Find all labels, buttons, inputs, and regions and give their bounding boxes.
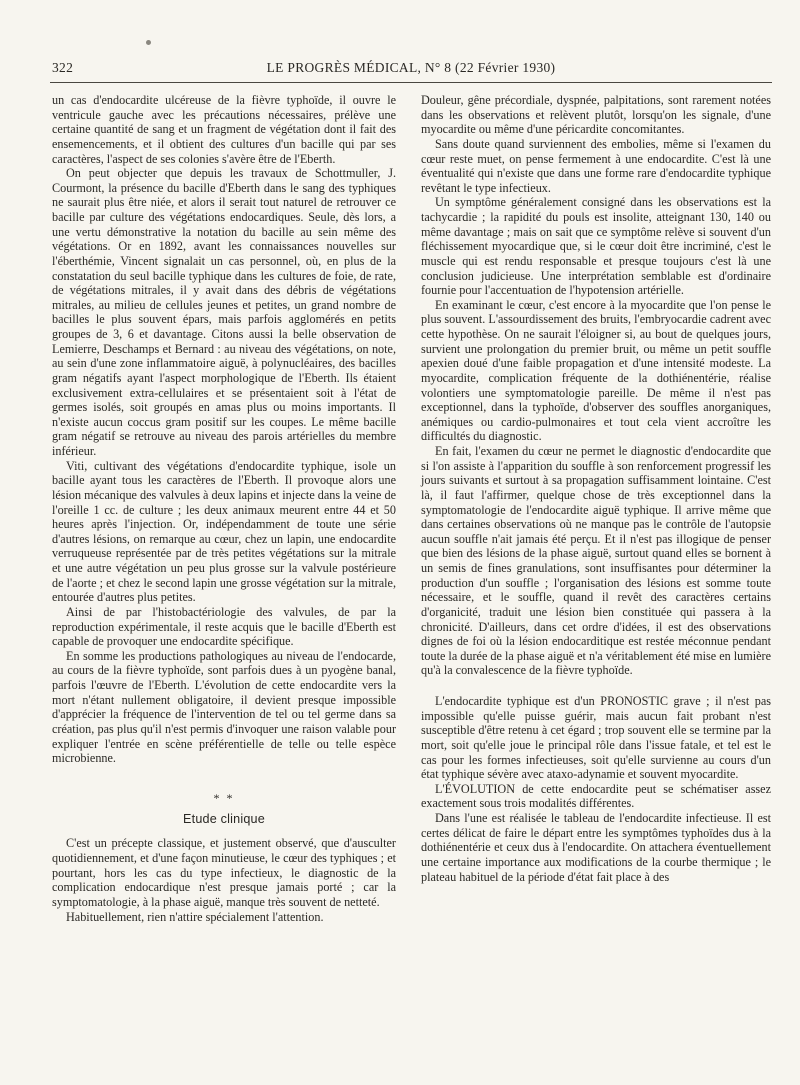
paragraph: Ainsi de par l'histobactériologie des valvules, de par la reproduction expérimentale, il reste acquis que le bacille d'Eberth est capable de provoquer une endocardite spécifique. (52, 604, 396, 649)
paragraph: En examinant le cœur, c'est encore à la myocardite que l'on pense le plus souvent. L'assourdissement des bruits, l'embryocardie cadrent avec cette hypothèse. On ne saurait l'éloigner si, au bout de quelques jours, survient une prolongation du premier bruit, ou même un petit souffle apexien doué d'une faible propagation et d'une intensité modeste. La myocardite, complication fréquente de la dothiénentérie, réalise volontiers une symptomatologie pareille. De même il n'est pas exceptionnel, dans la typhoïde, d'observer des souffles anorganiques, anémiques ou cardio-pulmonaires et tout cela vient accroître les difficultés du diagnostic. (421, 297, 771, 444)
paragraph: Viti, cultivant des végétations d'endocardite typhique, isole un bacille ayant tous les caractères de l'Eberth. Il provoque alors une lésion mécanique des valvules à deux lapins et injecte dans la veine de l'oreille 1 cc. de culture ; les deux animaux meurent entre 44 et 50 heures après l'injection. Or, indépendamment de toute une série d'autres lésions, on remarque au cœur, chez un lapin, une endocardite verruqueuse représentée par de très petites végétations sur la mitrale et une autre végétation un peu plus grosse sur la valvule postérieure de l'aorte ; et chez le second lapin une grosse végétation sur la mitrale, entourée d'autres plus petites. (52, 458, 396, 605)
paragraph: L'endocardite typhique est d'un PRONOSTIC grave ; il n'est pas impossible qu'elle puisse guérir, mais aucun fait probant n'est susceptible d'être retenu à cet égard ; trop souvent elle se termine par la mort, soit qu'elle joue le principal rôle dans l'issue fatale, et tel est le cas pour les formes infectieuses, soit qu'elle survienne au cours d'un état typhique sévère avec ataxo-adynamie et souvent myocardite. (421, 694, 771, 782)
paragraph: Sans doute quand surviennent des embolies, même si l'examen du cœur reste muet, on pense fermement à une endocardite. C'est là une éventualité qui n'existe que dans une forme rare d'endocardite typhique revêtant le type infectieux. (421, 136, 771, 195)
paragraph: En somme les productions pathologiques au niveau de l'endocarde, au cours de la fièvre typhoïde, sont parfois dues à un pyogène banal, parfois l'œuvre de l'Eberth. L'évolution de cette endocardite vers la mort n'étant nullement obligatoire, il devient presque impossible d'apprécier la fréquence de l'intervention de tel ou tel germe dans sa création, pas plus qu'il n'est permis d'invoquer une raison valable pour expliquer l'entrée en scène préférentielle de telle ou telle espèce microbienne. (52, 648, 396, 766)
paragraph: Douleur, gêne précordiale, dyspnée, palpitations, sont rarement notées dans les observations et relèvent plutôt, lorsqu'on les signale, d'une myocardite ou même d'une péricardite concomitantes. (421, 93, 771, 137)
section-separator: * * (213, 790, 235, 805)
paragraph: Dans l'une est réalisée le tableau de l'endocardite infectieuse. Il est certes délicat de faire le départ entre les symptômes typhoïdes dus à la dothiénentérie et ceux dus à l'endocardite. On attachera éventuellement une certaine importance aux modifications de la courbe thermique ; le plateau habituel de la période d'état fait place à des (421, 811, 771, 884)
section-title: Etude clinique (183, 811, 265, 826)
paragraph: un cas d'endocardite ulcéreuse de la fièvre typhoïde, il ouvre le ventricule gauche avec les précautions nécessaires, prélève une certaine quantité de sang et un fragment de végétation dont il fait des ensemencements, et il obtient des cultures d'un bacille qui par ses caractères, l'aspect de ses colonies s'avère être de l'Eberth. (52, 93, 396, 166)
running-header (52, 60, 770, 80)
paragraph: Habituellement, rien n'attire spécialement l'attention. (66, 909, 324, 924)
running-head-title: LE PROGRÈS MÉDICAL, N° 8 (22 Février 1930) (266, 60, 556, 75)
margin-dot (146, 40, 151, 45)
paragraph: Un symptôme généralement consigné dans les observations est la tachycardie ; la rapidité du pouls est insolite, atteignant 130, 140 ou même davantage ; mais on sait que ce symptôme relève si souvent d'un fléchissement myocardique que, si le cœur doit être incriminé, c'est le muscle qui est rendu responsable et presque toujours c'est là une conclusion judicieuse. Une interprétation semblable est d'ordinaire fournie pour l'accentuation de l'hypotension artérielle. (421, 195, 771, 298)
paragraph: L'ÉVOLUTION de cette endocardite peut se schématiser assez exactement sous trois modalités différentes. (421, 781, 771, 811)
left-column (52, 93, 396, 924)
right-column (421, 93, 771, 884)
page-number: 322 (52, 60, 74, 75)
paragraph: En fait, l'examen du cœur ne permet le diagnostic d'endocardite que si l'on assiste à l'apparition du souffle à son renforcement progressif les jours suivants et surtout à sa propagation suffisamment lointaine. C'est là, il faut l'affirmer, quelque chose de très exceptionnel dans la symptomatologie de l'endocardite aiguë typhique. Il arrive même que dans certaines observations où ne manque pas le contrôle de l'autopsie aucun souffle n'ait jamais été perçu. Et il n'est pas illogique de penser que bien des lésions de la phase aiguë, surtout quand elles se bornent à un semis de fines granulations, sont insuffisantes pour déterminer la production d'un souffle ; l'organisation des lésions est somme toute nécessaire, et le souffle, quand il revêt des caractères certains d'organicité, traduit une lésion bien constituée qui passera à la chronicité. D'ailleurs, dans cet ordre d'idées, il est des observations dignes de foi où la lésion endocarditique est restée méconnue pendant toute la durée de la phase aiguë et n'a véritablement été mise en lumière qu'à la convalescence de la fièvre typhoïde. (421, 444, 771, 678)
header-rule (50, 82, 772, 83)
paragraph: C'est un précepte classique, et justement observé, que d'ausculter quotidiennement, et d'une façon minutieuse, le cœur des typhiques ; et pourtant, hors les cas du type infectieux, le diagnostic de la complication endocardique n'est presque jamais porté ; car la symptomatologie, à la phase aiguë, manque très souvent de netteté. (52, 836, 396, 909)
paragraph: On peut objecter que depuis les travaux de Schottmuller, J. Courmont, la présence du bacille d'Eberth dans le sang des typhiques ne saurait plus être niée, et alors il serait tout naturel de retrouver ce bacille par culture des végétations endocardiques. Seule, dès lors, a une vertu démonstrative la notation du bacille au sein même des végétations. Or en 1892, avant les connaissances nouvelles sur l'éberthémie, Vincent signalait un cas personnel, où, en plus de la constatation du seul bacille typhique dans les cultures de foie, de rate, de végétations mitrales, il y avait dans des débris de végétations mitrales, au milieu de cellules jeunes et petites, un grand nombre de bacilles le plus souvent épars, mais parfois agglomérés en petits groupes de 3, 6 et davantage. Citons aussi la belle observation de Lemierre, Deschamps et Bernard : au niveau des végétations, on note, au sein d'une zone inflammatoire aiguë, à polynucléaires, des bacilles gram négatifs ayant l'aspect morphologique de l'Eberth. Ils étaient exclusivement extra-cellulaires et se présentaient soit à l'état de germes isolés, soit groupés en amas plus ou moins importants. Il n'existe aucun coccus gram positif sur les coupes. Le même bacille gram négatif se retrouve au niveau des parois artérielles du membre inférieur. (52, 166, 396, 458)
